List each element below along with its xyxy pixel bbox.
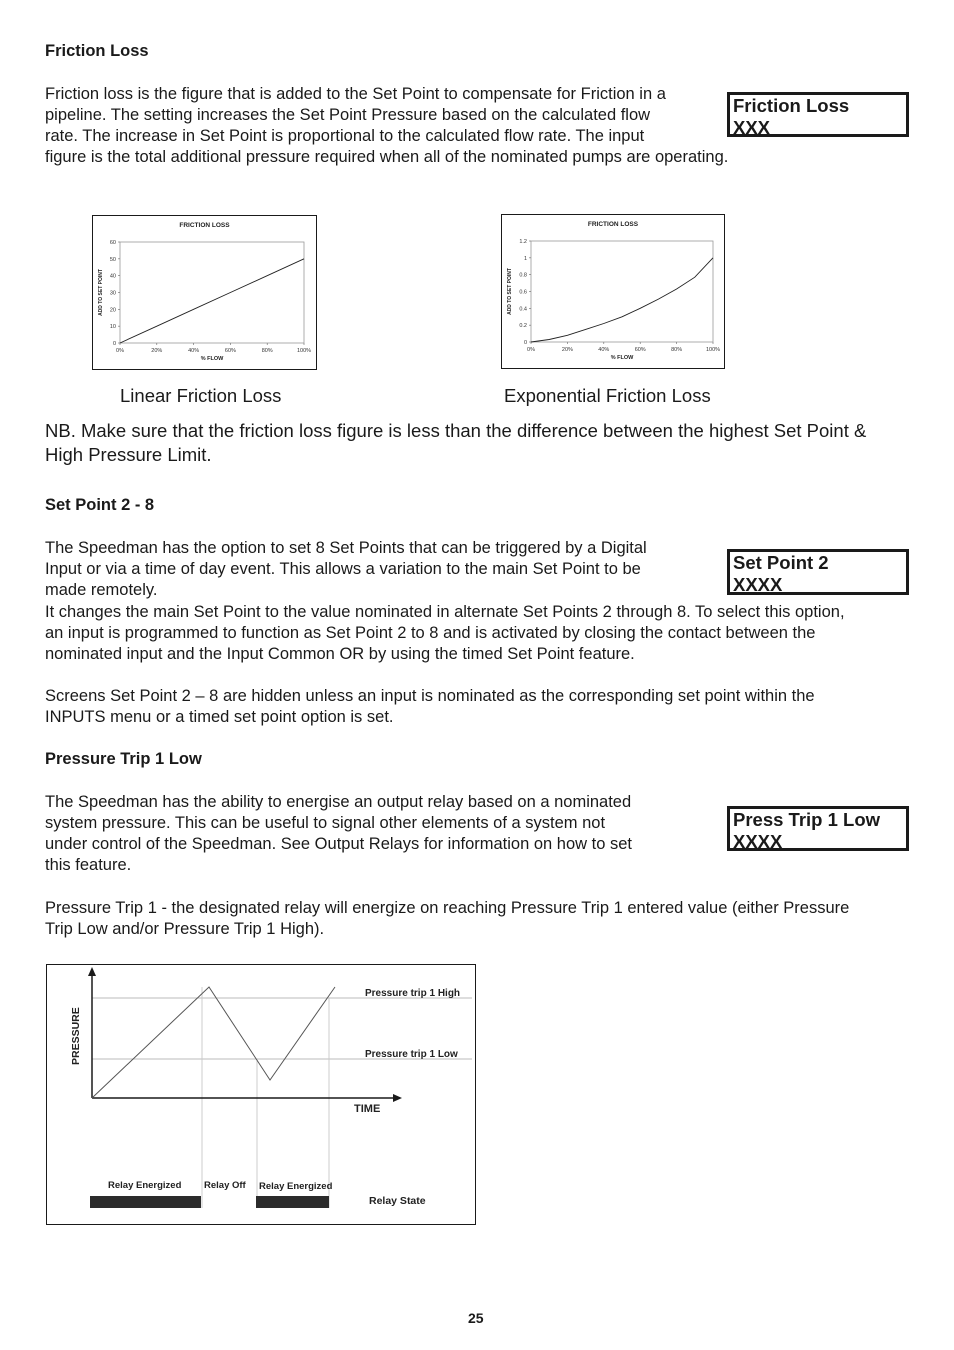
- y-tick-label: 0.2: [519, 323, 527, 330]
- x-axis-label: % FLOW: [200, 356, 224, 362]
- y-axis-arrow: [88, 967, 96, 976]
- set-point-display: [727, 549, 909, 595]
- y-tick-label: 0.4: [519, 306, 527, 313]
- friction-loss-display: [727, 92, 909, 137]
- x-tick-label: 20%: [151, 348, 163, 354]
- plot-area: [120, 242, 304, 343]
- x-tick-label: 0%: [527, 347, 535, 353]
- text-line: Input or via a time of day event. This allows a variation to the main Set Point to be: [45, 560, 641, 578]
- linear-caption: Linear Friction Loss: [120, 385, 282, 406]
- set-point-paragraph-1: [45, 538, 725, 601]
- exponential-friction-chart-svg: [502, 215, 724, 368]
- text-line: The Speedman has the option to set 8 Set Points that can be triggered by a Digital: [45, 539, 647, 557]
- y-tick-label: 1.2: [519, 239, 527, 245]
- low-threshold-label: Pressure trip 1 Low: [365, 1049, 458, 1060]
- display-line-1: Set Point 2: [733, 552, 829, 573]
- friction-note: [45, 419, 925, 466]
- pressure-trip-diagram-svg: [47, 965, 475, 1224]
- y-tick-label: 1: [523, 255, 527, 262]
- text-line: Trip Low and/or Pressure Trip 1 High).: [45, 920, 325, 938]
- set-point-paragraph-2: [45, 602, 935, 665]
- y-axis-label: ADD TO SET POINT: [507, 268, 513, 315]
- text-line: Pressure Trip 1 - the designated relay will energize on reaching Pressure Trip 1 entered value (either Pressure: [45, 899, 850, 917]
- x-axis-label: % FLOW: [610, 355, 634, 361]
- y-tick-label: 40: [109, 273, 116, 280]
- display-line-1: Press Trip 1 Low: [733, 809, 881, 830]
- exponential-caption: Exponential Friction Loss: [504, 385, 711, 406]
- text-line: under control of the Speedman. See Output Relays for information on how to set: [45, 835, 633, 853]
- text-line: an input is programmed to function as Set Point 2 to 8 and is activated by closing the contact between the: [45, 624, 816, 642]
- friction-loss-heading: Friction Loss: [45, 42, 149, 60]
- text-line: nominated input and the Input Common OR by using the timed Set Point feature.: [45, 645, 635, 663]
- x-tick-label: 80%: [261, 348, 273, 354]
- time-axis-label: TIME: [354, 1103, 381, 1115]
- x-axis-arrow: [393, 1094, 402, 1102]
- text-line: this feature.: [45, 856, 132, 874]
- y-tick-label: 0: [523, 340, 527, 346]
- text-line: Friction loss is the figure that is added to the Set Point to compensate for Friction in a: [45, 85, 666, 103]
- text-line: system pressure. This can be useful to signal other elements of a system not: [45, 814, 606, 832]
- plot-area: [531, 241, 713, 342]
- x-tick-label: 40%: [598, 347, 610, 353]
- page-number: 25: [468, 1310, 484, 1326]
- x-tick-label: 60%: [224, 348, 236, 354]
- y-axis-label: ADD TO SET POINT: [98, 269, 104, 316]
- relay-energized-label: Relay Energized: [259, 1181, 333, 1192]
- pressure-trip-heading: Pressure Trip 1 Low: [45, 750, 202, 768]
- x-tick-label: 20%: [561, 347, 573, 353]
- text-line: INPUTS menu or a timed set point option is set.: [45, 708, 394, 726]
- relay-energized-bar: [256, 1196, 329, 1208]
- exponential-friction-chart: [501, 214, 725, 369]
- y-tick-label: 50: [109, 256, 116, 263]
- x-tick-label: 60%: [634, 347, 646, 353]
- display-line-2: XXXX: [733, 574, 783, 595]
- linear-friction-chart-svg: [93, 216, 316, 369]
- pressure-trip-paragraph-1: [45, 792, 725, 876]
- text-line: pipeline. The setting increases the Set Point Pressure based on the calculated flow: [45, 106, 651, 124]
- set-point-heading: Set Point 2 - 8: [45, 496, 155, 514]
- text-line: made remotely.: [45, 581, 158, 599]
- chart-title: FRICTION LOSS: [179, 222, 230, 229]
- relay-off-label: Relay Off: [204, 1180, 246, 1191]
- series-line: [531, 258, 713, 342]
- text-line: NB. Make sure that the friction loss figure is less than the difference between the highest Set Point &: [45, 420, 867, 441]
- pressure-axis-label: PRESSURE: [70, 1007, 82, 1065]
- display-line-2: XXXX: [733, 831, 783, 852]
- pressure-trip-paragraph-2: [45, 898, 935, 940]
- y-tick-label: 10: [109, 324, 116, 331]
- linear-friction-chart: [92, 215, 317, 370]
- pressure-trip-diagram: [46, 964, 476, 1225]
- y-tick-label: 0.6: [519, 289, 527, 296]
- pressure-trace: [92, 987, 335, 1098]
- y-tick-label: 0.8: [519, 272, 527, 279]
- series-line: [120, 259, 304, 343]
- text-line: Screens Set Point 2 – 8 are hidden unless an input is nominated as the corresponding set point within the: [45, 687, 815, 705]
- text-line: It changes the main Set Point to the value nominated in alternate Set Points 2 through 8. To select this option,: [45, 603, 845, 621]
- y-tick-label: 60: [109, 240, 116, 246]
- relay-energized-bar: [90, 1196, 201, 1208]
- text-line: High Pressure Limit.: [45, 443, 212, 465]
- x-tick-label: 100%: [296, 348, 312, 354]
- high-threshold-label: Pressure trip 1 High: [365, 988, 461, 999]
- y-tick-label: 30: [109, 290, 116, 297]
- relay-energized-label: Relay Energized: [108, 1180, 182, 1191]
- display-line-1: Friction Loss: [733, 95, 850, 116]
- text-line: rate. The increase in Set Point is proportional to the calculated flow rate. The input: [45, 127, 645, 145]
- x-tick-label: 0%: [116, 348, 124, 354]
- chart-title: FRICTION LOSS: [587, 221, 639, 228]
- set-point-paragraph-3: [45, 686, 935, 728]
- relay-state-label: Relay State: [369, 1195, 426, 1207]
- text-line: The Speedman has the ability to energise an output relay based on a nominated: [45, 793, 632, 811]
- x-tick-label: 80%: [671, 347, 683, 353]
- pressure-trip-display: [727, 806, 909, 851]
- y-tick-label: 20: [109, 307, 116, 314]
- text-line: figure is the total additional pressure required when all of the nominated pumps are operating.: [45, 148, 729, 166]
- display-line-2: XXX: [733, 117, 771, 138]
- x-tick-label: 40%: [188, 348, 200, 354]
- x-tick-label: 100%: [705, 347, 721, 353]
- y-tick-label: 0: [112, 341, 116, 347]
